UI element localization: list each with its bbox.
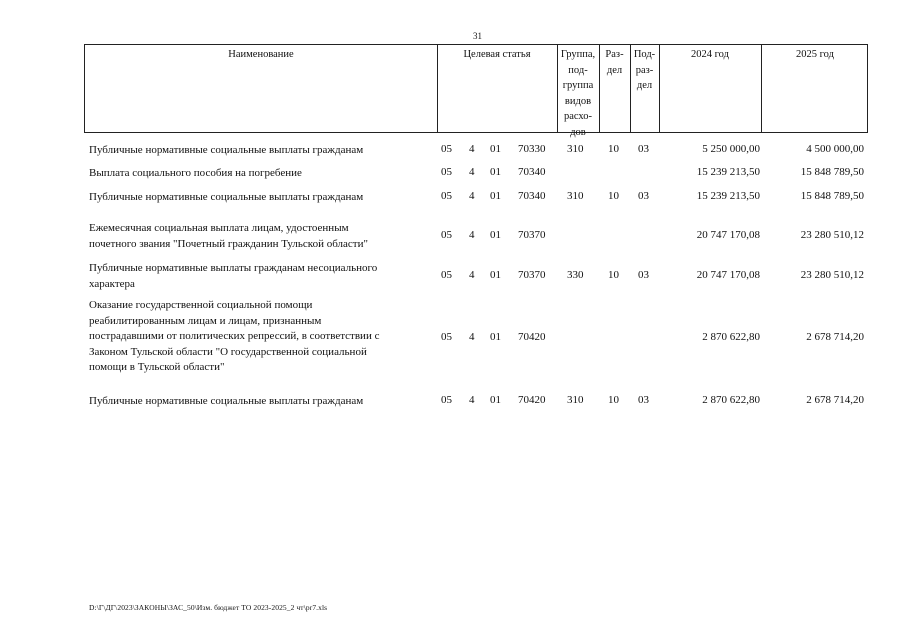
row-name-line: Законом Тульской области "О государственной социальной xyxy=(89,345,367,358)
header-subsection-line: раз- xyxy=(635,64,654,76)
header-group-line: под- xyxy=(568,64,588,76)
event-code: 01 xyxy=(490,190,501,202)
value-2025: 23 280 510,12 xyxy=(800,229,864,241)
subprogram-code: 4 xyxy=(469,166,475,178)
value-2025: 15 848 789,50 xyxy=(800,190,864,202)
page-number: 31 xyxy=(473,31,482,41)
program-code: 05 xyxy=(441,166,452,178)
row-name xyxy=(89,166,424,182)
header-group-line: расхо- xyxy=(563,111,593,122)
row-name-line: Выплата социального пособия на погребение xyxy=(89,167,302,179)
event-code: 01 xyxy=(490,229,501,241)
table-header xyxy=(84,44,868,138)
subsection-code: 03 xyxy=(638,394,649,406)
group-code: 310 xyxy=(567,394,584,406)
header-target: Целевая статья xyxy=(463,49,531,60)
subprogram-code: 4 xyxy=(469,331,475,343)
row-name xyxy=(89,221,424,252)
program-code: 05 xyxy=(441,190,452,202)
row-name xyxy=(89,298,424,376)
value-2025: 2 678 714,20 xyxy=(806,331,864,343)
subprogram-code: 4 xyxy=(469,229,475,241)
header-2025: 2025 год xyxy=(796,49,834,60)
direction-code: 70340 xyxy=(518,166,546,178)
row-name-line: помощи в Тульской области" xyxy=(89,361,225,373)
group-code: 310 xyxy=(567,190,584,202)
direction-code: 70370 xyxy=(518,269,546,281)
header-group-line: дов xyxy=(570,126,586,138)
section-code: 10 xyxy=(608,143,619,155)
event-code: 01 xyxy=(490,269,501,281)
row-name-line: реабилитированным лицам и лицам, признанным xyxy=(89,314,322,327)
row-name-line: характера xyxy=(89,277,135,290)
event-code: 01 xyxy=(490,143,501,155)
row-name xyxy=(89,143,424,159)
direction-code: 70370 xyxy=(518,229,546,241)
header-section xyxy=(599,47,630,78)
direction-code: 70420 xyxy=(518,331,546,343)
row-name-line: Публичные нормативные выплаты гражданам несоциального xyxy=(89,262,378,274)
direction-code: 70420 xyxy=(518,394,546,406)
value-2025: 23 280 510,12 xyxy=(800,269,864,281)
header-subsection-line: Под- xyxy=(633,49,656,60)
row-name xyxy=(89,394,424,410)
row-name-line: Публичные нормативные социальные выплаты гражданам xyxy=(89,144,364,156)
value-2024: 2 870 622,80 xyxy=(702,331,760,343)
subprogram-code: 4 xyxy=(469,394,475,406)
file-path-footer: D:\Г\ДГ\2023\ЗАКОНЫ\ЗАС_50\Изм. бюджет ТО 2023-2025_2 чт\pr7.xls xyxy=(89,603,328,612)
row-name-line: Публичные нормативные социальные выплаты гражданам xyxy=(89,191,364,203)
subprogram-code: 4 xyxy=(469,143,475,155)
program-code: 05 xyxy=(441,143,452,155)
value-2024: 5 250 000,00 xyxy=(702,143,760,155)
row-name-line: пострадавшими от политических репрессий, в соответствии с xyxy=(89,330,380,342)
direction-code: 70330 xyxy=(518,143,546,155)
row-name xyxy=(89,190,424,206)
program-code: 05 xyxy=(441,394,452,406)
row-name-line: Ежемесячная социальная выплата лицам, удостоенным xyxy=(89,222,349,234)
program-code: 05 xyxy=(441,331,452,343)
row-name-line: Публичные нормативные социальные выплаты гражданам xyxy=(89,395,364,407)
header-group-line: видов xyxy=(564,95,592,107)
value-2024: 2 870 622,80 xyxy=(702,394,760,406)
value-2024: 15 239 213,50 xyxy=(696,166,760,178)
value-2025: 4 500 000,00 xyxy=(806,143,864,155)
row-name-line: почетного звания "Почетный гражданин Тульской области" xyxy=(89,237,368,250)
subprogram-code: 4 xyxy=(469,269,475,281)
header-name: Наименование xyxy=(228,49,294,60)
event-code: 01 xyxy=(490,394,501,406)
row-name xyxy=(89,261,424,292)
group-code: 330 xyxy=(567,269,584,281)
header-group-line: группа xyxy=(562,80,594,91)
value-2024: 20 747 170,08 xyxy=(696,269,760,281)
header-section-line: Раз- xyxy=(605,49,624,60)
program-code: 05 xyxy=(441,269,452,281)
header-subsection xyxy=(630,47,659,94)
event-code: 01 xyxy=(490,331,501,343)
value-2024: 15 239 213,50 xyxy=(696,190,760,202)
header-group xyxy=(557,47,599,140)
row-name-line: Оказание государственной социальной помощи xyxy=(89,299,313,311)
direction-code: 70340 xyxy=(518,190,546,202)
subsection-code: 03 xyxy=(638,269,649,281)
section-code: 10 xyxy=(608,394,619,406)
subprogram-code: 4 xyxy=(469,190,475,202)
header-2024: 2024 год xyxy=(691,49,729,60)
value-2024: 20 747 170,08 xyxy=(696,229,760,241)
value-2025: 15 848 789,50 xyxy=(800,166,864,178)
header-subsection-line: дел xyxy=(636,80,653,91)
value-2025: 2 678 714,20 xyxy=(806,394,864,406)
header-group-line: Группа, xyxy=(560,49,596,60)
section-code: 10 xyxy=(608,269,619,281)
group-code: 310 xyxy=(567,143,584,155)
header-section-line: дел xyxy=(606,64,623,76)
subsection-code: 03 xyxy=(638,190,649,202)
event-code: 01 xyxy=(490,166,501,178)
subsection-code: 03 xyxy=(638,143,649,155)
program-code: 05 xyxy=(441,229,452,241)
section-code: 10 xyxy=(608,190,619,202)
